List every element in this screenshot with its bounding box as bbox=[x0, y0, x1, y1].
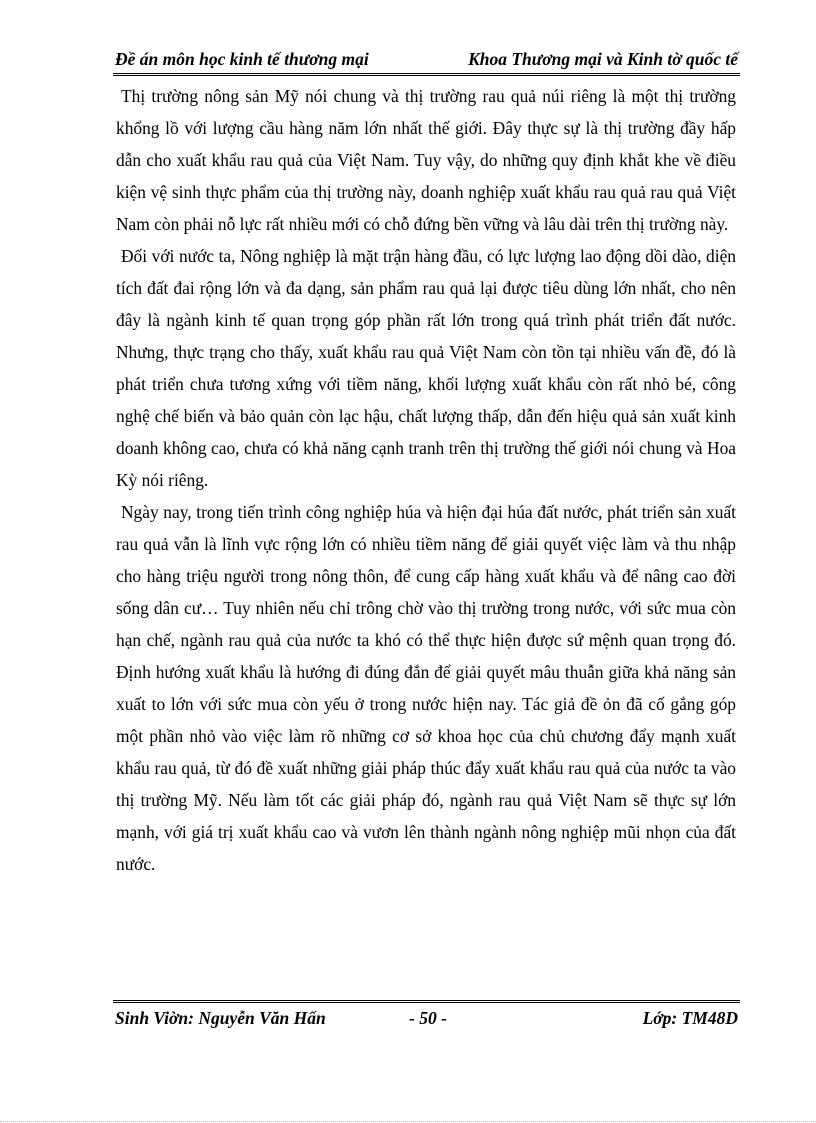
page-header bbox=[113, 46, 740, 76]
footer-page-number: - 50 - bbox=[409, 1008, 447, 1028]
footer-student-name: Sinh Viờn: Nguyễn Văn Hấn bbox=[115, 1008, 326, 1028]
footer-class: Lớp: TM48D bbox=[642, 1008, 738, 1028]
paragraph-3: Ngày nay, trong tiến trình công nghiệp húa và hiện đại húa đất nước, phát triển sản xuất rau quả vẫn là lĩnh vực rộng lớn có nhiều tiềm năng để giải quyết việc làm và thu nhập cho hàng triệu người trong nông thôn, để cung cấp hàng xuất khẩu và để nâng cao đời sống dân cư… Tuy nhiên nếu chỉ trông chờ vào thị trường trong nước, với sức mua còn hạn chế, ngành rau quả của nước ta khó có thể thực hiện được sứ mệnh quan trọng đó. Định hướng xuất khẩu là hướng đi đúng đắn để giải quyết mâu thuẫn giữa khả năng sản xuất to lớn với sức mua còn yếu ở trong nước hiện nay. Tác giả đề ỏn đã cố gắng góp một phần nhỏ vào việc làm rõ những cơ sở khoa học của chủ chương đẩy mạnh xuất khẩu rau quả, từ đó đề xuất những giải pháp thúc đẩy xuất khẩu rau quả của nước ta vào thị trường Mỹ. Nếu làm tốt các giải pháp đó, ngành rau quả Việt Nam sẽ thực sự lớn mạnh, với giá trị xuất khẩu cao và vươn lên thành ngành nông nghiệp mũi nhọn của đất nước. bbox=[116, 502, 736, 874]
header-faculty: Khoa Thương mại và Kinh tờ quốc tế bbox=[468, 49, 738, 69]
paragraph-1: Thị trường nông sản Mỹ nói chung và thị trường rau quả núi riêng là một thị trường khổng lồ với lượng cầu hàng năm lớn nhất thế giới. Đây thực sự là thị trường đầy hấp dẫn cho xuất khẩu rau quả của Việt Nam. Tuy vậy, do những quy định khắt khe về điều kiện vệ sinh thực phẩm của thị trường này, doanh nghiệp xuất khẩu rau quả rau quả Việt Nam còn phải nỗ lực rất nhiều mới có chỗ đứng bền vững và lâu dài trên thị trường này. bbox=[116, 86, 736, 234]
body-text bbox=[116, 80, 736, 880]
page-bottom-divider bbox=[0, 1121, 816, 1122]
page-footer bbox=[113, 1000, 740, 1030]
paragraph-2: Đối với nước ta, Nông nghiệp là mặt trận hàng đầu, có lực lượng lao động dồi dào, diện tích đất đai rộng lớn và đa dạng, sản phẩm rau quả lại được tiêu dùng lớn nhất, cho nên đây là ngành kinh tế quan trọng góp phần rất lớn trong quá trình phát triển đất nước. Nhưng, thực trạng cho thấy, xuất khẩu rau quả Việt Nam còn tồn tại nhiều vấn đề, đó là phát triển chưa tương xứng với tiềm năng, khối lượng xuất khẩu còn rất nhỏ bé, công nghệ chế biến và bảo quản còn lạc hậu, chất lượng thấp, dẫn đến hiệu quả sản xuất kinh doanh không cao, chưa có khả năng cạnh tranh trên thị trường thế giới nói chung và Hoa Kỳ nói riêng. bbox=[116, 246, 736, 490]
header-course-title: Đề án môn học kinh tế thương mại bbox=[115, 49, 369, 69]
